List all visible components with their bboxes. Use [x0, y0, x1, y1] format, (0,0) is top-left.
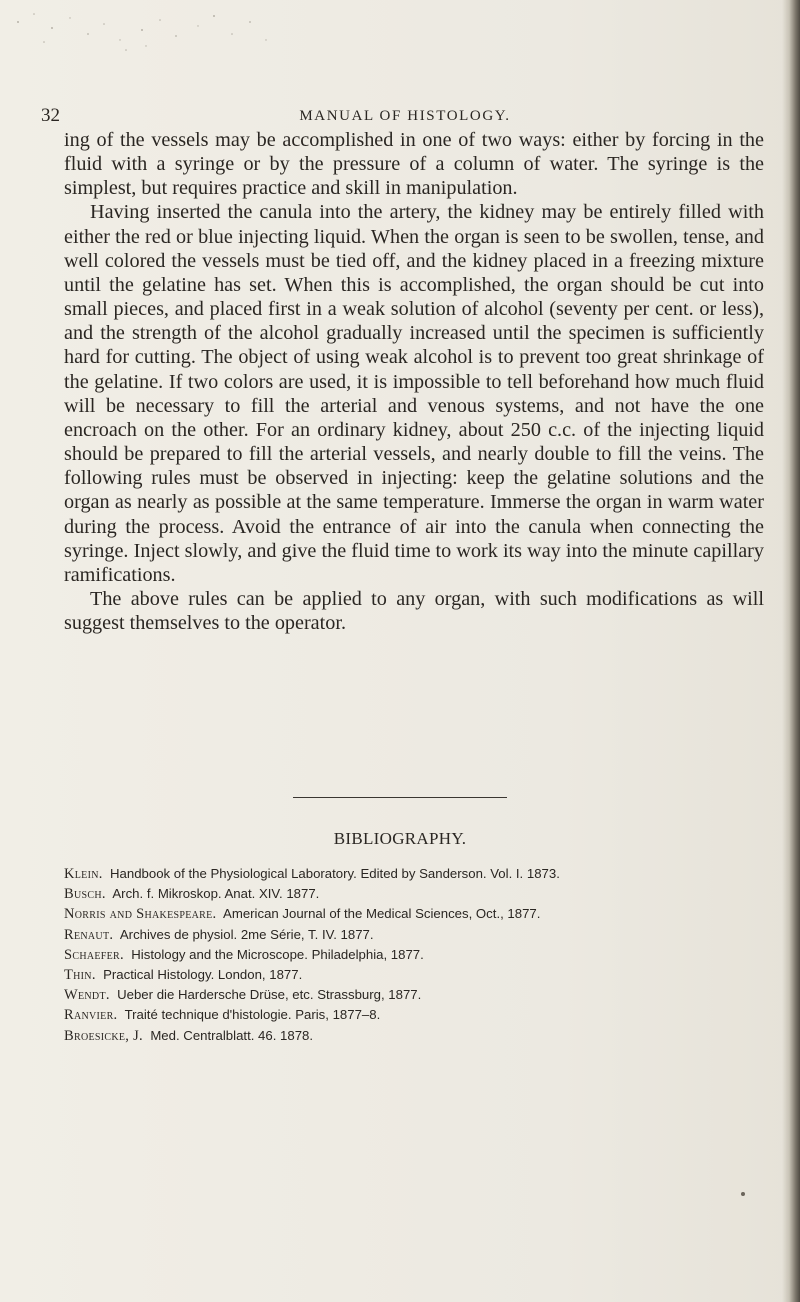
bibliography-reference: Archives de physiol. 2me Série, T. IV. 1877. [119, 926, 374, 942]
paragraph-2: Having inserted the canula into the artery, the kidney may be entirely filled with either the red or blue injecting liquid. When the organ is seen to be swollen, tense, and well colored the vessels must be tied off, and the kidney placed in a freezing mixture until the gelatine has set. When this is accomplished, the organ should be cut into small pieces, and placed first in a weak solution of alcohol (seventy per cent. or less), and the strength of the alcohol gradually increased until the specimen is sufficiently hard for cutting. The object of using weak alcohol is to prevent too great shrinkage of the gelatine. If two colors are used, it is impossible to tell beforehand how much fluid will be necessary to fill the arterial and venous systems, and not have the one encroach on the other. For an ordinary kidney, about 250 c.c. of the injecting liquid should be prepared to fill the arterial vessels, and nearly double to fill the veins. The following rules must be observed in injecting: keep the gelatine solutions and the organ as nearly as possible at the same temperature. Immerse the organ in warm water during the process. Avoid the entrance of air into the canula when connecting the syringe. Inject slowly, and give the fluid time to work its way into the minute capillary ramifications. [64, 201, 764, 586]
paragraph-1: ing of the vessels may be accomplished in one of two ways: either by forcing in the fluid with a syringe or by the pressure of a column of water. The syringe is the simplest, but requires practice and skill in manipulation. [64, 129, 764, 200]
main-text [64, 128, 764, 635]
bibliography-entry [64, 1026, 764, 1046]
bibliography-author: Renaut. [64, 926, 114, 943]
bibliography-entry [64, 945, 764, 965]
bibliography-reference: Arch. f. Mikroskop. Anat. XIV. 1877. [112, 886, 320, 902]
bibliography-entry [64, 985, 764, 1005]
bibliography-reference: Practical Histology. London, 1877. [103, 967, 303, 983]
bibliography-author: Busch. [64, 886, 106, 903]
bibliography-reference: Ueber die Hardersche Drüse, etc. Strassburg, 1877. [117, 987, 422, 1003]
paragraph-3: The above rules can be applied to any organ, with such modifications as will suggest themselves to the operator. [64, 587, 764, 635]
bibliography-author: Broesicke, J. [64, 1027, 143, 1044]
page-number: 32 [41, 105, 60, 126]
bibliography-author: Thin. [64, 967, 96, 984]
page-edge-shadow [782, 0, 800, 1302]
bibliography-entry [64, 1005, 764, 1025]
bibliography-entry [64, 904, 764, 924]
bibliography-entry [64, 884, 764, 904]
paper-speckles [0, 0, 300, 70]
bibliography-reference: Med. Centralblatt. 46. 1878. [150, 1027, 314, 1043]
bibliography-entry [64, 965, 764, 985]
ink-spot [741, 1192, 745, 1196]
bibliography-list [64, 864, 764, 1046]
bibliography-author: Wendt. [64, 987, 110, 1004]
bibliography-heading: BIBLIOGRAPHY. [333, 829, 467, 848]
bibliography-author: Klein. [64, 866, 103, 882]
bibliography-reference: Traité technique d'histologie. Paris, 1877–8. [124, 1007, 381, 1023]
bibliography-author: Schaefer. [64, 946, 124, 963]
bibliography-author: Ranvier. [64, 1007, 118, 1024]
bibliography-entry [64, 864, 764, 884]
bibliography-author: Norris and Shakespeare. [64, 906, 217, 923]
bibliography-reference: Histology and the Microscope. Philadelphia, 1877. [131, 946, 424, 962]
running-head: MANUAL OF HISTOLOGY. [299, 108, 511, 124]
section-divider [293, 797, 507, 798]
bibliography-reference: American Journal of the Medical Sciences, Oct., 1877. [223, 906, 541, 922]
bibliography-reference: Handbook of the Physiological Laboratory. Edited by Sanderson. Vol. I. 1873. [110, 866, 560, 881]
bibliography-entry [64, 925, 764, 945]
